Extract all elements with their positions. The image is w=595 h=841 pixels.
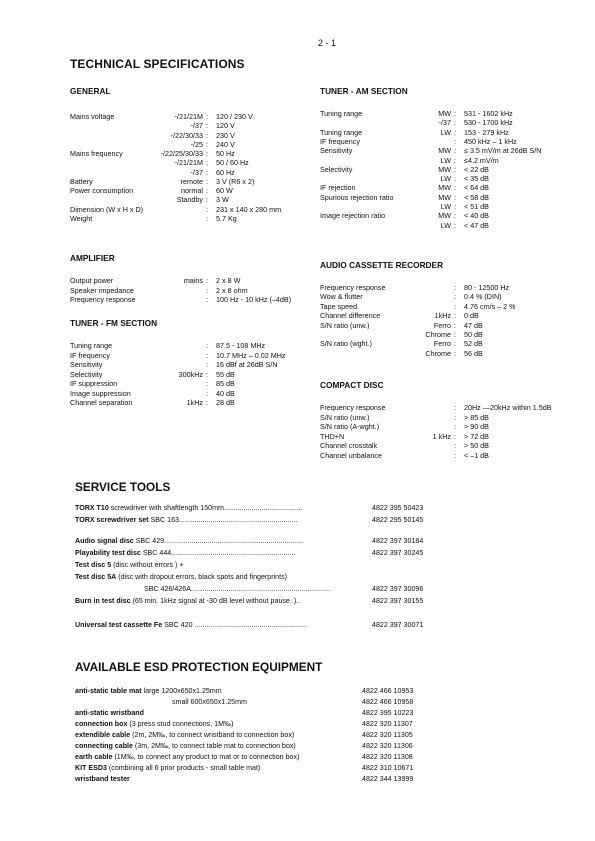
general-heading: GENERAL: [70, 86, 111, 96]
spec-label: IF rejection: [320, 183, 356, 193]
spec-value: < –1 dB: [464, 450, 489, 460]
spec-qualifier: LW: [440, 155, 451, 165]
spec-separator: :: [454, 202, 456, 211]
spec-separator: :: [454, 118, 456, 128]
spec-value: 80 - 12500 Hz: [464, 283, 510, 292]
spec-value: 10.7 MHz – 0.02 MHz: [216, 350, 286, 360]
spec-separator: :: [454, 109, 456, 118]
item-name: connection box: [75, 720, 128, 728]
spec-separator: :: [206, 350, 208, 360]
spec-separator: :: [206, 295, 208, 304]
spec-value: 50 Hz: [216, 149, 235, 158]
item-text: [75, 731, 294, 741]
spec-separator: :: [206, 379, 208, 388]
spec-qualifier: -/21/21M: [174, 112, 203, 121]
item-description: (disc with dropout errors, black spots and fingerprints): [116, 573, 287, 581]
spec-separator: :: [206, 167, 208, 177]
item-description: (2m, 2M‰, to connect wristband to connection box): [130, 731, 295, 739]
spec-value: 230 V: [216, 130, 235, 140]
spec-value: 530 - 1700 kHz: [464, 118, 513, 128]
esd-heading: AVAILABLE ESD PROTECTION EQUIPMENT: [75, 660, 323, 674]
spec-value: > 90 dB: [464, 422, 489, 431]
spec-label: Tape speed: [320, 301, 358, 311]
spec-label: Tuning range: [320, 109, 363, 118]
spec-value: < 47 dB: [464, 220, 489, 230]
spec-qualifier: -/37: [190, 167, 203, 177]
spec-label: Image suppression: [70, 388, 131, 398]
spec-separator: :: [454, 441, 456, 450]
spec-value: 60 W: [216, 186, 233, 195]
item-description: (3m, 2M‰, to connect table mat to connection box): [132, 742, 296, 750]
spec-separator: :: [454, 220, 456, 230]
item-text: [75, 621, 307, 631]
spec-label: Image rejection ratio: [320, 211, 386, 221]
item-code: 4822 320 11307: [362, 720, 413, 728]
item-code: 4822 466 10953: [362, 687, 414, 695]
spec-separator: :: [454, 174, 456, 184]
item-description: SBC 163............................................................: [148, 516, 298, 524]
item-text: [75, 561, 183, 571]
item-description: (combining all 6 prior products - small table mat): [106, 764, 261, 772]
spec-label: Frequency response: [320, 283, 386, 292]
item-name: extendible cable: [75, 731, 131, 739]
spec-value: 120 V: [216, 121, 235, 131]
spec-value: 4.76 cm/s – 2 %: [464, 301, 516, 311]
spec-qualifier: -/25: [190, 139, 203, 149]
item-name: Playability test disc: [75, 549, 141, 557]
spec-label: Weight: [70, 213, 93, 223]
item-name: anti-static wristband: [75, 709, 144, 717]
spec-label: Sensitivity: [70, 360, 103, 369]
spec-label: Channel unbalance: [320, 450, 382, 460]
spec-separator: :: [206, 285, 208, 295]
item-text: [75, 573, 287, 583]
spec-qualifier: 1kHz: [186, 398, 203, 407]
item-text: [75, 764, 260, 774]
spec-label: Speaker impedance: [70, 285, 134, 295]
spec-separator: :: [454, 450, 456, 460]
item-text: [75, 516, 297, 526]
spec-qualifier: Standby: [176, 195, 203, 205]
spec-label: S/N ratio (wght.): [320, 339, 372, 349]
item-description: (3 press stud connections, 1M‰): [127, 720, 234, 728]
item-text: [75, 537, 304, 547]
spec-separator: :: [206, 204, 208, 214]
spec-separator: :: [454, 330, 456, 339]
spec-separator: :: [454, 403, 456, 412]
spec-qualifier: -/37: [190, 121, 203, 131]
item-code: 4822 395 10223: [362, 709, 414, 717]
spec-label: S/N ratio (A-wght.): [320, 422, 380, 431]
item-code: 4822 344 13999: [362, 775, 414, 783]
spec-value: 20Hz —20kHz within 1.5dB: [464, 403, 552, 412]
spec-value: 240 V: [216, 139, 235, 149]
spec-qualifier: 1kHz: [434, 311, 451, 321]
item-code: 4822 466 10958: [362, 698, 414, 706]
spec-qualifier: MW: [438, 146, 451, 156]
spec-separator: :: [454, 155, 456, 165]
spec-qualifier: Ferro: [433, 320, 451, 330]
spec-separator: :: [206, 112, 208, 121]
spec-separator: :: [454, 412, 456, 422]
spec-label: Channel difference: [320, 311, 381, 321]
item-text: [75, 549, 295, 559]
spec-value: 60 Hz: [216, 167, 235, 177]
spec-separator: :: [454, 146, 456, 156]
spec-qualifier: MW: [438, 183, 451, 193]
spec-separator: :: [206, 121, 208, 131]
spec-qualifier: Chrome: [425, 348, 451, 358]
spec-qualifier: MW: [438, 164, 451, 174]
tuner-fm-heading: TUNER - FM SECTION: [70, 318, 158, 328]
item-code: 4822 397 30245: [372, 549, 424, 557]
spec-qualifier: -/37: [438, 118, 451, 128]
item-code: 4822 295 50145: [372, 516, 424, 524]
item-text: [172, 698, 247, 708]
spec-separator: :: [206, 186, 208, 195]
spec-separator: :: [206, 158, 208, 168]
item-name: anti-static table mat: [75, 687, 142, 695]
spec-value: < 64 dB: [464, 183, 489, 193]
spec-separator: :: [454, 164, 456, 174]
spec-value: 16 dBf at 26dB S/N: [216, 360, 278, 369]
item-name: Universal test cassette Fe: [75, 621, 163, 629]
spec-value: 3 V (R6 x 2): [216, 176, 255, 186]
item-code: 4822 395 50423: [372, 504, 424, 512]
spec-label: Mains frequency: [70, 149, 123, 158]
spec-qualifier: MW: [438, 211, 451, 221]
spec-qualifier: MW: [438, 109, 451, 118]
item-name: wristband tester: [75, 775, 130, 783]
spec-separator: :: [454, 339, 456, 349]
spec-value: < 58 dB: [464, 192, 489, 202]
spec-qualifier: mains: [183, 276, 203, 285]
spec-label: Frequency response: [320, 403, 386, 412]
item-text: [75, 753, 299, 763]
spec-value: 120 / 230 V: [216, 112, 253, 121]
spec-value: > 50 dB: [464, 441, 489, 450]
spec-value: 56 dB: [464, 348, 483, 358]
spec-label: Selectivity: [70, 369, 103, 379]
spec-separator: :: [454, 136, 456, 146]
spec-value: 100 Hz - 10 kHz (–4dB): [216, 295, 292, 304]
spec-qualifier: Ferro: [433, 339, 451, 349]
item-text: [75, 775, 130, 785]
spec-label: Spurious rejection ratio: [320, 192, 394, 202]
item-name: connecting cable: [75, 742, 133, 750]
spec-separator: :: [206, 176, 208, 186]
spec-label: Mains voltage: [70, 112, 115, 121]
item-name: earth cable: [75, 753, 113, 761]
item-code: 4822 320 11305: [362, 731, 413, 739]
spec-qualifier: LW: [440, 174, 451, 184]
item-name: Test disc 5: [75, 561, 112, 569]
spec-value: 153 - 279 kHz: [464, 127, 509, 137]
spec-value: 85 dB: [216, 379, 235, 388]
spec-separator: :: [206, 341, 208, 350]
spec-label: IF suppression: [70, 379, 118, 388]
cassette-heading: AUDIO CASSETTE RECORDER: [320, 260, 444, 270]
spec-value: 450 kHz – 1 kHz: [464, 136, 517, 146]
item-code: 4822 320 11306: [362, 742, 413, 750]
spec-value: < 51 dB: [464, 202, 489, 211]
spec-value: < 40 dB: [464, 211, 489, 221]
spec-value: 52 dB: [464, 339, 483, 349]
spec-value: 28 dB: [216, 398, 235, 407]
spec-qualifier: -/22/30/33: [170, 130, 203, 140]
item-code: 4822 397 30096: [372, 585, 424, 593]
spec-separator: :: [206, 398, 208, 407]
spec-qualifier: MW: [438, 192, 451, 202]
item-code: 4822 397 30184: [372, 537, 424, 545]
tuner-am-heading: TUNER - AM SECTION: [320, 86, 408, 96]
spec-qualifier: LW: [440, 202, 451, 211]
spec-separator: :: [454, 183, 456, 193]
spec-value: ≤ 3.5 mV/m at 26dB S/N: [464, 146, 542, 156]
spec-label: Selectivity: [320, 164, 353, 174]
item-name: Test disc 5A: [75, 573, 117, 581]
spec-label: Power consumption: [70, 186, 134, 195]
spec-value: 2 x 8 ohm: [216, 285, 248, 295]
spec-separator: :: [206, 139, 208, 149]
spec-value: 531 - 1602 kHz: [464, 109, 513, 118]
spec-value: 2 x 8 W: [216, 276, 241, 285]
spec-qualifier: LW: [440, 220, 451, 230]
spec-separator: :: [206, 360, 208, 369]
spec-value: > 72 dB: [464, 431, 489, 441]
spec-label: Dimension (W x H x D): [70, 204, 144, 214]
spec-qualifier: -/22/25/30/33: [160, 149, 203, 158]
spec-separator: :: [206, 130, 208, 140]
page-number: 2 - 1: [318, 38, 337, 48]
spec-separator: :: [454, 348, 456, 358]
spec-value: ≤4.2 mV/m: [464, 155, 499, 165]
item-description: screwdriver with shaftlength 150mm........................................: [108, 504, 303, 512]
cd-heading: COMPACT DISC: [320, 380, 384, 390]
spec-label: S/N ratio (unw.): [320, 412, 370, 422]
spec-value: 40 dB: [216, 388, 235, 398]
spec-qualifier: -/21/21M: [174, 158, 203, 168]
spec-label: Wow & flutter: [320, 292, 363, 302]
page-title: TECHNICAL SPECIFICATIONS: [70, 57, 245, 71]
spec-separator: :: [454, 311, 456, 321]
spec-label: IF frequency: [70, 350, 110, 360]
item-code: 4822 320 11308: [362, 753, 413, 761]
item-description: SBC 444...............................................................: [140, 549, 296, 557]
spec-separator: :: [454, 283, 456, 292]
item-description: small 600x650x1.25mm: [172, 698, 247, 706]
spec-label: S/N ratio (unw.): [320, 320, 370, 330]
spec-value: > 85 dB: [464, 412, 489, 422]
spec-label: Battery: [70, 176, 93, 186]
spec-separator: :: [454, 422, 456, 431]
spec-value: < 35 dB: [464, 174, 489, 184]
spec-separator: :: [454, 301, 456, 311]
item-name: KIT ESD3: [75, 764, 107, 772]
spec-label: Tuning range: [320, 127, 363, 137]
spec-qualifier: LW: [440, 127, 451, 137]
item-description: (disc without errors ) +: [111, 561, 184, 569]
item-description: (65 min. 1kHz signal at -30 dB level without pause .)..: [130, 597, 301, 605]
item-text: [75, 597, 300, 607]
item-code: 4822 397 30071: [372, 621, 424, 629]
spec-value: 50 dB: [464, 330, 483, 339]
spec-value: 3 W: [216, 195, 229, 205]
spec-separator: :: [454, 320, 456, 330]
spec-label: Frequency response: [70, 295, 136, 304]
spec-value: 0 dB: [464, 311, 479, 321]
spec-value: 47 dB: [464, 320, 483, 330]
spec-label: Sensitivity: [320, 146, 353, 156]
item-text: [144, 585, 331, 595]
spec-separator: :: [206, 149, 208, 158]
item-description: SBC 429.......................................................................: [133, 537, 305, 545]
spec-separator: :: [206, 369, 208, 379]
amplifier-heading: AMPLIFIER: [70, 253, 115, 263]
spec-qualifier: 300kHz: [178, 369, 203, 379]
service-tools-heading: SERVICE TOOLS: [75, 480, 171, 494]
spec-separator: :: [454, 431, 456, 441]
item-code: 4822 397 30155: [372, 597, 424, 605]
item-text: [75, 720, 233, 730]
spec-value: 55 dB: [216, 369, 235, 379]
spec-label: THD+N: [320, 431, 345, 441]
spec-label: IF frequency: [320, 136, 360, 146]
item-description: (1M‰, to connect any product to mat or to connection box): [112, 753, 300, 761]
item-description: large 1200x650x1.25mm: [141, 687, 222, 695]
spec-value: 87.5 - 108 MHz: [216, 341, 266, 350]
spec-qualifier: 1 kHz: [432, 431, 451, 441]
item-name: Burn in test disc: [75, 597, 131, 605]
spec-value: 0.4 % (DIN): [464, 292, 502, 302]
item-name: TORX T10: [75, 504, 109, 512]
item-name: Audio signal disc: [75, 537, 134, 545]
spec-value: 5.7 Kg: [216, 213, 237, 223]
spec-value: < 22 dB: [464, 164, 489, 174]
spec-label: Output power: [70, 276, 114, 285]
spec-label: Tuning range: [70, 341, 113, 350]
spec-separator: :: [206, 213, 208, 223]
spec-qualifier: Chrome: [425, 330, 451, 339]
item-text: [75, 504, 303, 514]
item-text: [75, 742, 296, 752]
spec-separator: :: [206, 195, 208, 205]
spec-value: 231 x 140 x 280 mm: [216, 204, 282, 214]
spec-separator: :: [454, 292, 456, 302]
spec-separator: :: [454, 211, 456, 221]
spec-separator: :: [454, 192, 456, 202]
item-text: [75, 687, 222, 697]
spec-label: Channel separation: [70, 398, 133, 407]
item-description: SBC 420 .........................................................: [162, 621, 307, 629]
spec-separator: :: [206, 388, 208, 398]
item-name: TORX screwdriver set: [75, 516, 149, 524]
spec-qualifier: normal: [181, 186, 203, 195]
spec-separator: :: [454, 127, 456, 137]
spec-label: Channel crosstalk: [320, 441, 378, 450]
item-text: [75, 709, 144, 719]
spec-qualifier: remote: [180, 176, 203, 186]
item-code: 4822 310 10671: [362, 764, 414, 772]
spec-value: 50 / 60 Hz: [216, 158, 249, 168]
item-description: SBC 426/426A.......................................................................: [144, 585, 331, 593]
spec-separator: :: [206, 276, 208, 285]
